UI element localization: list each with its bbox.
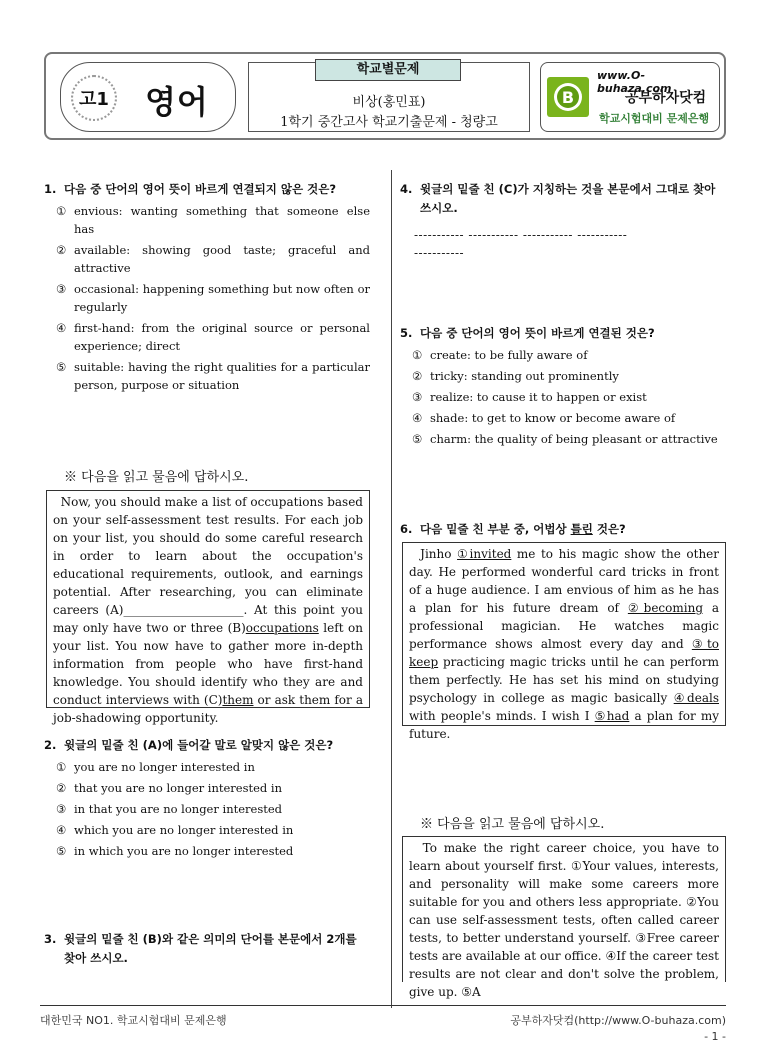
option: ⑤ charm: the quality of being pleasant or attractive — [412, 432, 718, 446]
option: ② that you are no longer interested in — [56, 781, 283, 795]
instruction-note: ※ 다음을 읽고 물음에 답하시오. — [420, 817, 605, 832]
logo-url: www.O-buhaza.com — [597, 69, 672, 95]
column-divider — [391, 170, 392, 1008]
option: ③ realize: to cause it to happen or exist — [412, 390, 647, 404]
exam-title: 1학기 중간고사 학교기출문제 - 청량고 — [280, 115, 498, 130]
question-4: 4. 윗글의 밑줄 친 (C)가 지칭하는 것을 본문에서 그대로 찾아 쓰시오. — [400, 182, 716, 215]
option: ② tricky: standing out prominently — [412, 369, 619, 383]
header-frame — [44, 52, 726, 140]
instruction-note: ※ 다음을 읽고 물음에 답하시오. — [64, 470, 249, 485]
logo-letter: B — [561, 88, 575, 107]
category-tag: 학교별문제 — [315, 59, 461, 81]
answer-blank[interactable]: ----------- — [414, 246, 465, 260]
footer-right: 공부하자닷컴(http://www.O-buhaza.com) — [510, 1014, 726, 1027]
left-column — [44, 180, 370, 394]
logo-slogan: 학교시험대비 문제은행 — [599, 112, 710, 125]
q5-options — [400, 346, 726, 448]
question-3-block — [44, 930, 370, 968]
option: ⑤ suitable: having the right qualities for a particular person, purpose or situation — [56, 360, 370, 392]
q2-options — [44, 758, 370, 860]
question-2: 2. 윗글의 밑줄 친 (A)에 들어갈 말로 알맞지 않은 것은? — [44, 738, 334, 752]
footer-divider — [40, 1005, 726, 1006]
reading-passage-1: Now, you should make a list of occupations based on your self-assessment test results. For each job on your list, you should do some careful research in order to learn about the occupation's educational requirements, outlook, and earnings potential. After researching, you can eliminate careers (A)____________________. At this point you may only have two or three (B)occupations left on your list. You now have to gather more in-depth information from people who have first-hand knowledge. You should identify who they are and conduct interviews with (C)them or ask them for a job-shadowing opportunity. — [46, 490, 370, 708]
reading-passage-3: To make the right career choice, you have to learn about yourself first. ①Your values, interests, and personality will make some careers more suitable for you and others less appropriate. ②You can use self-assessment tests, often called career tests, to better understand yourself. ③Free career tests are available at our office. ④If the career test results are not clear and don't solve the problem, give up. ⑤A — [402, 836, 726, 982]
question-1 — [44, 180, 370, 199]
option: ② available: showing good taste; graceful and attractive — [56, 243, 370, 275]
grade-subject-box — [60, 62, 236, 132]
question-number: 1. — [44, 182, 57, 196]
question-2-block — [44, 736, 370, 860]
option: ① create: to be fully aware of — [412, 348, 588, 362]
option: ⑤ in which you are no longer interested — [56, 844, 294, 858]
grade-badge: 고1 — [71, 75, 117, 121]
underlined-c: them — [222, 693, 254, 707]
question-4-block — [400, 180, 726, 262]
option: ④ first-hand: from the original source or personal experience; direct — [56, 321, 370, 353]
question-6-block — [400, 520, 726, 539]
option: ③ in that you are no longer interested — [56, 802, 283, 816]
publisher: 비상(홍민표) — [352, 95, 426, 110]
footer-left: 대한민국 NO1. 학교시험대비 문제은행 — [40, 1014, 227, 1027]
option: ④ shade: to get to know or become aware of — [412, 411, 676, 425]
subject-title: 영어 — [145, 83, 209, 121]
logo-icon — [547, 77, 589, 117]
option: ① envious: wanting something that someone else has — [56, 204, 370, 236]
answer-blank[interactable]: ----------- ----------- ----------- ----------- — [414, 228, 628, 242]
logo-name: 공부하자닷컴 — [625, 90, 707, 106]
question-6: 6. 다음 밑줄 친 부분 중, 어법상 틀린 것은? — [400, 522, 626, 536]
option: ③ occasional: happening something but now often or regularly — [56, 282, 370, 314]
page-number: - 1 - — [704, 1030, 726, 1043]
q1-options — [44, 202, 370, 394]
underlined-b: occupations — [245, 621, 319, 635]
logo-box — [540, 62, 720, 132]
question-5-block — [400, 324, 726, 448]
option: ① you are no longer interested in — [56, 760, 255, 774]
option: ④ which you are no longer interested in — [56, 823, 294, 837]
reading-passage-2: Jinho ①invited me to his magic show the other day. He performed wonderful card tricks in front of a huge audience. I am envious of him as he has a plan for his future dream of ②becoming a professional magician. He watches magic performance shows almost every day and ③to keep practicing magic tricks until he can perform them perfectly. He has set his mind on studying psychology in college as magic basically ④deals with people's minds. I wish I ⑤had a plan for my future. — [402, 542, 726, 726]
question-text: 다음 중 단어의 영어 뜻이 바르게 연결되지 않은 것은? — [64, 182, 336, 196]
exam-info-box — [248, 62, 530, 132]
question-5: 5. 다음 중 단어의 영어 뜻이 바르게 연결된 것은? — [400, 326, 655, 340]
question-3: 3. 윗글의 밑줄 친 (B)와 같은 의미의 단어를 본문에서 2개를 찾아 쓰시오. — [44, 932, 357, 965]
